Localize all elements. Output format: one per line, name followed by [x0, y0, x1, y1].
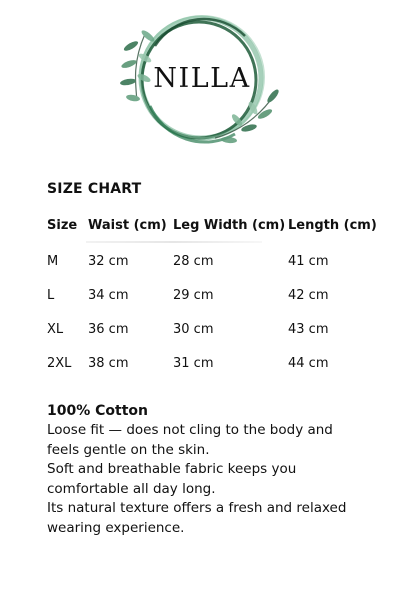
- row-leg-width: 30 cm: [173, 322, 214, 337]
- row-size: L: [47, 288, 55, 303]
- header-leg-width: Leg Width (cm): [173, 218, 286, 233]
- header-size: Size: [47, 218, 78, 233]
- row-length: 42 cm: [288, 288, 329, 303]
- brand-logo: [115, 6, 285, 156]
- row-size: XL: [47, 322, 64, 337]
- wreath-logo-icon: [115, 6, 285, 156]
- description-line: Soft and breathable fabric keeps you: [47, 461, 297, 477]
- description-line: feels gentle on the skin.: [47, 441, 210, 458]
- row-waist: 32 cm: [88, 254, 129, 269]
- product-description: [47, 402, 372, 538]
- table-row: [47, 354, 377, 388]
- row-waist: 36 cm: [88, 322, 129, 337]
- header-waist: Waist (cm): [88, 218, 167, 233]
- size-chart-title: SIZE CHART: [47, 181, 142, 197]
- row-waist: 38 cm: [88, 356, 129, 371]
- row-size: M: [47, 254, 59, 269]
- description-line: Loose fit — does not cling to the body and: [47, 422, 333, 438]
- description-line: comfortable all day long.: [47, 480, 216, 497]
- description-line: wearing experience.: [47, 519, 185, 536]
- row-waist: 34 cm: [88, 288, 129, 303]
- row-length: 41 cm: [288, 254, 329, 269]
- description-line: Its natural texture offers a fresh and relaxed: [47, 500, 347, 516]
- table-header-row: [47, 216, 377, 242]
- header-divider: [86, 241, 262, 243]
- table-row: [47, 286, 377, 320]
- row-length: 44 cm: [288, 356, 329, 371]
- material-title: 100% Cotton: [47, 403, 148, 419]
- size-chart-table: [47, 216, 377, 388]
- table-row: [47, 252, 377, 286]
- header-length: Length (cm): [288, 218, 377, 233]
- row-size: 2XL: [47, 356, 72, 371]
- row-leg-width: 29 cm: [173, 288, 214, 303]
- row-length: 43 cm: [288, 322, 329, 337]
- row-leg-width: 31 cm: [173, 356, 214, 371]
- table-row: [47, 320, 377, 354]
- row-leg-width: 28 cm: [173, 254, 214, 269]
- brand-wordmark: NILLA: [153, 63, 251, 94]
